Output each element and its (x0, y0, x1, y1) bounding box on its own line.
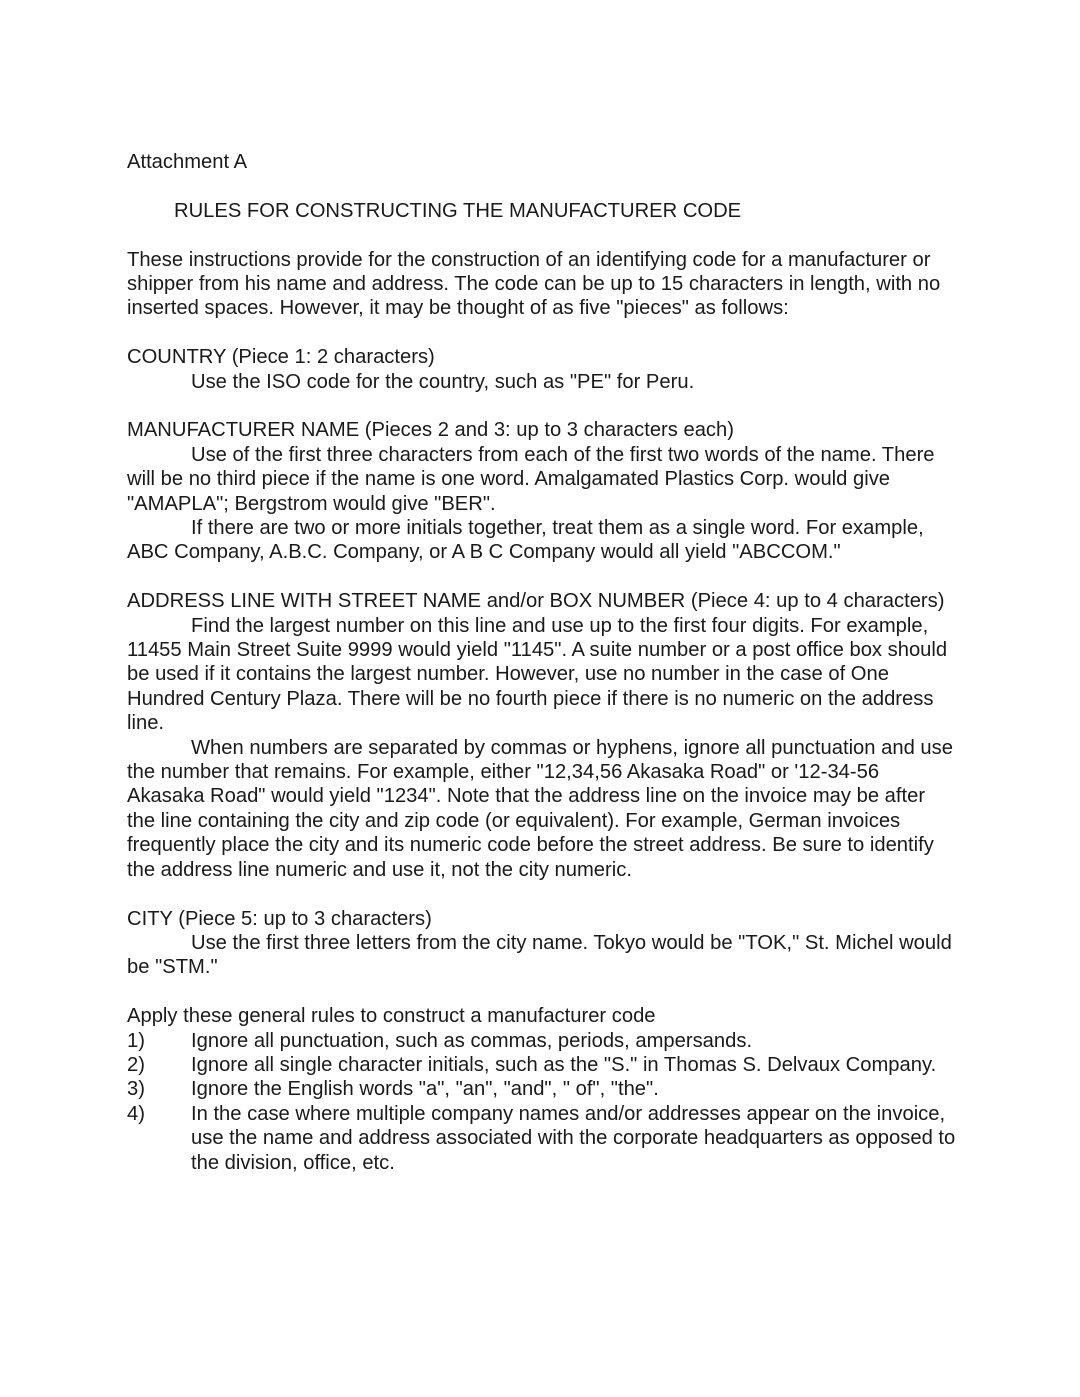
list-item (127, 1029, 957, 1053)
address-heading: ADDRESS LINE WITH STREET NAME and/or BOX NUMBER (Piece 4: up to 4 characters) (127, 590, 945, 613)
attachment-heading: Attachment A (127, 151, 248, 173)
spacer (127, 882, 957, 906)
rule-number: 3) (127, 1078, 145, 1101)
rule-number: 1) (127, 1029, 145, 1052)
spacer (127, 565, 957, 589)
spacer (127, 321, 957, 345)
general-rules-list (127, 1029, 957, 1175)
spacer (127, 394, 957, 418)
document-page (127, 150, 957, 1175)
rule-text: Ignore all punctuation, such as commas, periods, ampersands. (191, 1029, 753, 1052)
manufacturer-paragraph-2: If there are two or more initials together, treat them as a single word. For example, ABC Company, A.B.C. Company, or A B C Company would all yield "ABCCOM." (127, 517, 924, 564)
rule-text: Ignore all single character initials, such as the "S." in Thomas S. Delvaux Company. (191, 1053, 937, 1076)
spacer (127, 174, 957, 198)
country-heading: COUNTRY (Piece 1: 2 characters) (127, 346, 435, 369)
list-item (127, 1102, 957, 1175)
country-text: Use the ISO code for the country, such as "PE" for Peru. (191, 370, 695, 393)
document-title: RULES FOR CONSTRUCTING THE MANUFACTURER CODE (174, 199, 742, 222)
spacer (127, 223, 957, 247)
list-item (127, 1053, 957, 1077)
rule-text: In the case where multiple company names and/or addresses appear on the invoice, use the name and address associated with the corporate headquarters as opposed to the division, office, etc. (191, 1102, 956, 1174)
rule-number: 2) (127, 1053, 145, 1076)
manufacturer-paragraph-1: Use of the first three characters from each of the first two words of the name. There will be no third piece if the name is one word. Amalgamated Plastics Corp. would give "AMAPLA"; Bergstrom would give "BER". (127, 443, 935, 515)
rule-text: Ignore the English words "a", "an", "and", " of", "the". (191, 1078, 659, 1101)
city-heading: CITY (Piece 5: up to 3 characters) (127, 907, 432, 930)
city-text: Use the first three letters from the city name. Tokyo would be "TOK," St. Michel would be "STM." (127, 931, 952, 979)
address-paragraph-1: Find the largest number on this line and use up to the first four digits. For example, 11455 Main Street Suite 9999 would yield "1145". A suite number or a post office box should be used if it contains the largest number. However, use no number in the case of One Hundred Century Plaza. There will be no fourth piece if there is no numeric on the address line. (127, 614, 948, 735)
list-item (127, 1077, 957, 1101)
spacer (127, 980, 957, 1004)
manufacturer-heading: MANUFACTURER NAME (Pieces 2 and 3: up to 3 characters each) (127, 419, 734, 442)
general-rules-heading: Apply these general rules to construct a manufacturer code (127, 1005, 656, 1028)
intro-paragraph: These instructions provide for the construction of an identifying code for a manufacturer or shipper from his name and address. The code can be up to 15 characters in length, with no inserted spaces. However, it may be thought of as five "pieces" as follows: (127, 248, 941, 320)
rule-number: 4) (127, 1102, 145, 1125)
address-paragraph-2: When numbers are separated by commas or hyphens, ignore all punctuation and use the number that remains. For example, either "12,34,56 Akasaka Road" or '12-34-56 Akasaka Road" would yield "1234". Note that the address line on the invoice may be after the line containing the city and zip code (or equivalent). For example, German invoices frequently place the city and its numeric code before the street address. Be sure to identify the address line numeric and use it, not the city numeric. (127, 736, 953, 881)
